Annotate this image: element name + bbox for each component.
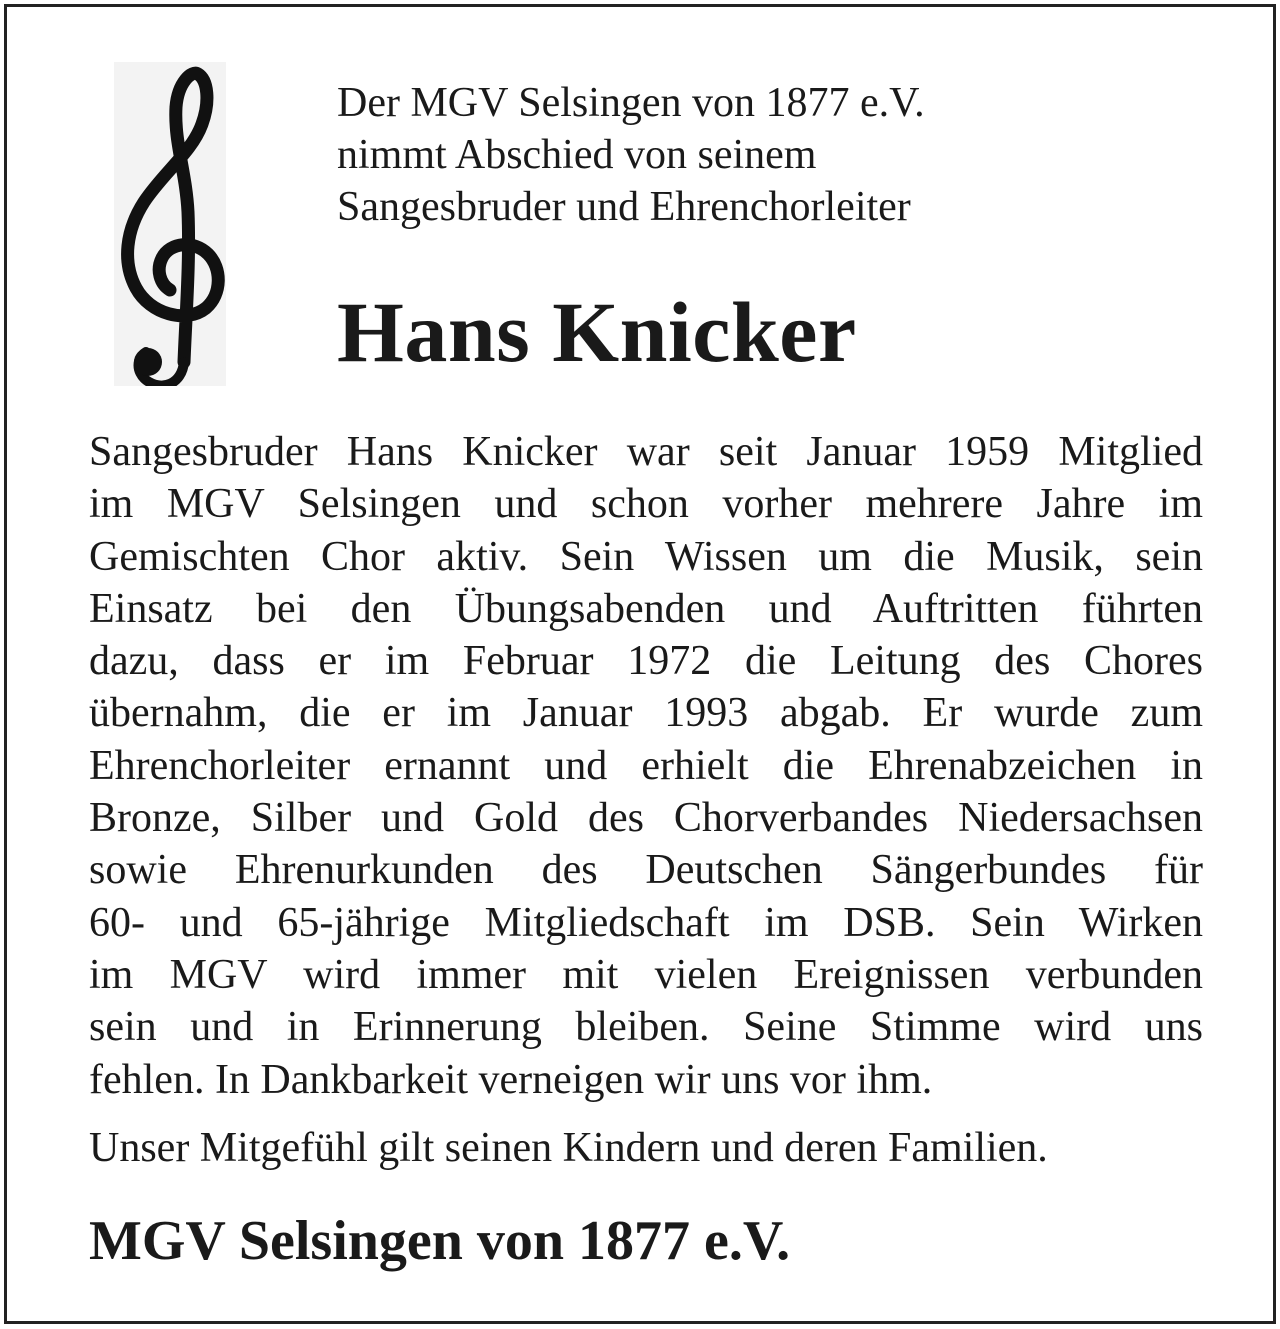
treble-clef-icon — [114, 62, 226, 386]
tribute-line: Gemischten Chor aktiv. Sein Wissen um die Musik, sein — [89, 533, 1203, 580]
tribute-line: Bronze, Silber und Gold des Chorverbandes Niedersachsen — [89, 795, 1203, 842]
tribute-line: sein und in Erinnerung bleiben. Seine Stimme wird uns — [89, 1004, 1203, 1051]
tribute-line: übernahm, die er im Januar 1993 abgab. Er wurde zum — [89, 690, 1203, 737]
obituary-notice — [4, 4, 1276, 1324]
tribute-line: Sangesbruder Hans Knicker war seit Januar 1959 Mitglied — [89, 429, 1203, 475]
club-signature: MGV Selsingen von 1877 e.V. — [89, 1210, 791, 1272]
tribute-paragraph — [89, 426, 1203, 1106]
intro-line-3: Sangesbruder und Ehrenchorleiter — [337, 184, 911, 230]
tribute-line: 60- und 65-jährige Mitgliedschaft im DSB. Sein Wirken — [89, 899, 1203, 946]
tribute-line: fehlen. In Dankbarkeit verneigen wir uns vor ihm. — [89, 1056, 933, 1103]
tribute-line: im MGV Selsingen und schon vorher mehrere Jahre im — [89, 481, 1203, 528]
deceased-name: Hans Knicker — [337, 284, 857, 380]
tribute-line: Ehrenchorleiter ernannt und erhielt die Ehrenabzeichen in — [89, 742, 1203, 789]
tribute-line: Einsatz bei den Übungsabenden und Auftritten führten — [89, 585, 1203, 632]
tribute-line: dazu, dass er im Februar 1972 die Leitung des Chores — [89, 638, 1203, 685]
intro-line-2: nimmt Abschied von seinem — [337, 132, 817, 178]
condolence-line: Unser Mitgefühl gilt seinen Kindern und deren Familien. — [89, 1125, 1048, 1171]
intro-line-1: Der MGV Selsingen von 1877 e.V. — [337, 80, 925, 126]
tribute-line: im MGV wird immer mit vielen Ereignissen verbunden — [89, 951, 1203, 998]
tribute-line: sowie Ehrenurkunden des Deutschen Sängerbundes für — [89, 847, 1203, 894]
intro-text — [337, 77, 1237, 233]
